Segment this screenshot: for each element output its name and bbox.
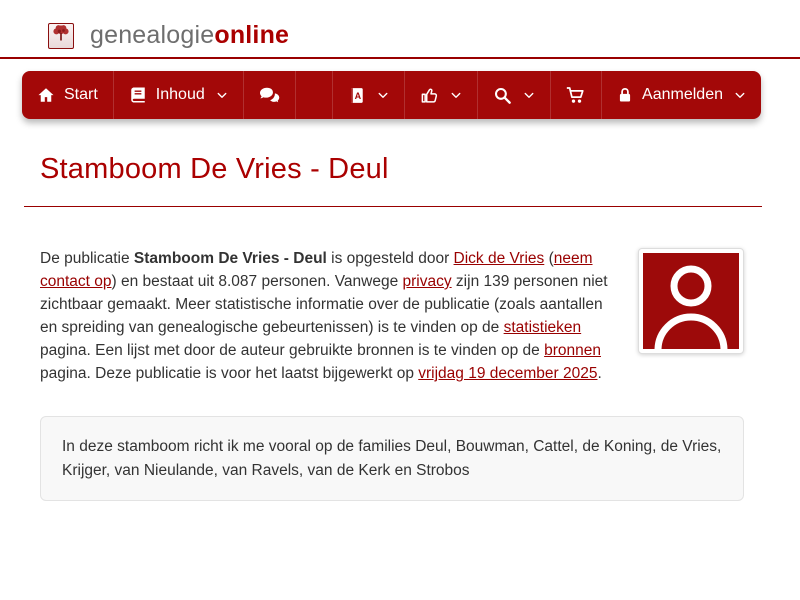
site-logo[interactable] bbox=[48, 23, 74, 49]
text-segment: pagina. Deze publicatie is voor het laatst bijgewerkt op bbox=[40, 365, 419, 382]
text-segment: ( bbox=[544, 250, 554, 267]
nav-aanmelden-label: Aanmelden bbox=[642, 86, 723, 103]
book-icon bbox=[129, 86, 147, 104]
site-header bbox=[0, 0, 800, 57]
text-segment: ) en bestaat uit 8.087 personen. Vanwege bbox=[111, 273, 403, 290]
link-author[interactable]: Dick de Vries bbox=[453, 250, 545, 267]
person-avatar-icon bbox=[643, 253, 739, 349]
logo-text-gray: genealogie bbox=[90, 21, 215, 49]
cart-icon bbox=[566, 86, 586, 105]
link-privacy[interactable]: privacy bbox=[402, 273, 452, 290]
home-icon bbox=[37, 86, 55, 104]
main-content bbox=[24, 153, 762, 501]
nav-start-label: Start bbox=[64, 86, 98, 103]
nav-spacer bbox=[296, 71, 333, 119]
search-icon bbox=[493, 86, 512, 105]
chevron-down-icon bbox=[523, 89, 535, 101]
link-last-updated[interactable]: vrijdag 19 december 2025 bbox=[418, 365, 598, 382]
main-nav bbox=[22, 71, 761, 119]
nav-likes[interactable] bbox=[405, 71, 478, 119]
chevron-down-icon bbox=[216, 89, 228, 101]
publication-name-bold: Stamboom De Vries - Deul bbox=[133, 250, 327, 267]
focus-note-text: In deze stamboom richt ik me vooral op de families Deul, Bouwman, Cattel, de Koning, de Vries, Krijger, van Nieulande, van Ravels, van de Kerk en Strobos bbox=[62, 438, 722, 479]
nav-start[interactable] bbox=[22, 71, 114, 119]
page-title: Stamboom De Vries - Deul bbox=[40, 153, 389, 185]
publication-avatar-card[interactable] bbox=[638, 248, 744, 354]
nav-inhoud[interactable] bbox=[114, 71, 244, 119]
nav-comments[interactable] bbox=[244, 71, 296, 119]
nav-inhoud-label: Inhoud bbox=[155, 86, 205, 103]
svg-text:A: A bbox=[354, 90, 362, 101]
nav-aanmelden[interactable] bbox=[602, 71, 761, 119]
chevron-down-icon bbox=[450, 89, 462, 101]
text-segment: is opgesteld door bbox=[326, 250, 454, 267]
text-segment: . bbox=[597, 365, 602, 382]
chevron-down-icon bbox=[377, 89, 389, 101]
text-segment: De publicatie bbox=[40, 250, 134, 267]
nav-language[interactable] bbox=[332, 71, 405, 119]
logo-text-red: online bbox=[214, 21, 290, 49]
link-bronnen[interactable]: bronnen bbox=[544, 342, 601, 359]
text-segment: zijn 139 personen niet zichtbaar gemaakt. Meer statistische informatie over de publicatie (zoals aantallen en spreiding van genealogische gebeurtenissen) is te vinden op de bbox=[40, 273, 608, 336]
nav-cart[interactable] bbox=[551, 71, 602, 119]
comments-icon bbox=[259, 86, 280, 105]
link-statistieken[interactable]: statistieken bbox=[503, 319, 582, 336]
nav-search[interactable] bbox=[478, 71, 551, 119]
tree-icon bbox=[51, 23, 71, 48]
lock-icon bbox=[617, 86, 633, 104]
link-contact[interactable]: neem contact op bbox=[40, 250, 593, 290]
text-segment: pagina. Een lijst met door de auteur gebruikte bronnen is te vinden op de bbox=[40, 342, 545, 359]
focus-note-box bbox=[40, 416, 744, 501]
header-divider bbox=[0, 57, 800, 59]
language-icon bbox=[348, 86, 366, 105]
chevron-down-icon bbox=[734, 89, 746, 101]
publication-intro bbox=[40, 207, 744, 501]
thumbs-up-icon bbox=[420, 86, 439, 105]
site-logo-text[interactable] bbox=[90, 21, 289, 50]
